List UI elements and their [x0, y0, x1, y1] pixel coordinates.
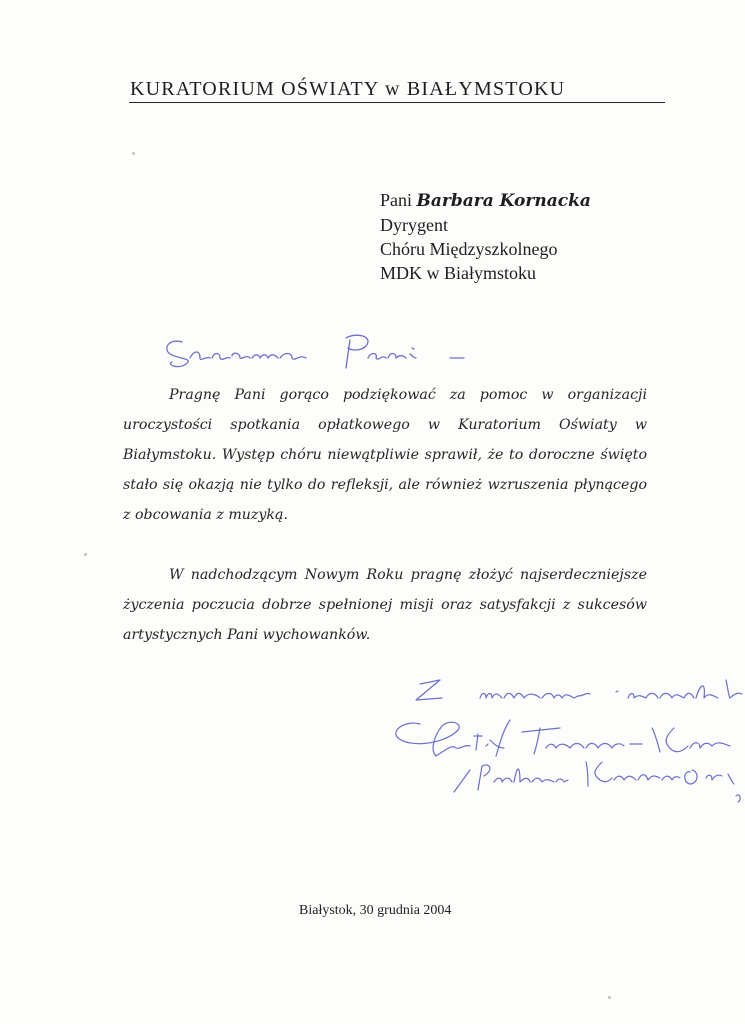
paper-speck: [132, 152, 135, 155]
recipient-name: Barbara Kornacka: [416, 191, 591, 211]
paper-speck: [608, 996, 611, 999]
institution-header: KURATORIUM OŚWIATY w BIAŁYMSTOKU: [130, 78, 566, 100]
recipient-prefix: Pani: [380, 190, 417, 210]
thanks-paragraph-text: Pragnę Pani gorąco podziękować za pomoc w organizacji uroczystości spotkania opłatkowego w Kuratorium Oświaty w Białymstoku. Występ chóru niewątpliwie sprawił, że to doroczne święto stało się okazją nie tylko do refleksji, ale również wzruszenia płynącego z obcowania z muzyką.: [123, 387, 647, 523]
paper-speck: [84, 553, 87, 556]
header-underline: [129, 102, 665, 103]
wishes-paragraph: [123, 560, 647, 650]
recipient-institution: MDK w Białymstoku: [380, 263, 537, 283]
recipient-name-line: [380, 188, 591, 213]
thanks-paragraph: [123, 380, 647, 530]
recipient-choir: Chóru Międzyszkolnego: [380, 239, 558, 259]
handwritten-signature: [390, 670, 745, 820]
wishes-paragraph-text: W nadchodzącym Nowym Roku pragnę złożyć najserdeczniejsze życzenia poczucia dobrze spełnionej misji oraz satysfakcji z sukcesów artystycznych Pani wychowanków.: [123, 567, 647, 643]
handwritten-salutation: [160, 328, 480, 376]
place-and-date: Białystok, 30 grudnia 2004: [299, 903, 452, 918]
recipient-block: [380, 188, 591, 285]
recipient-title: Dyrygent: [380, 215, 448, 235]
